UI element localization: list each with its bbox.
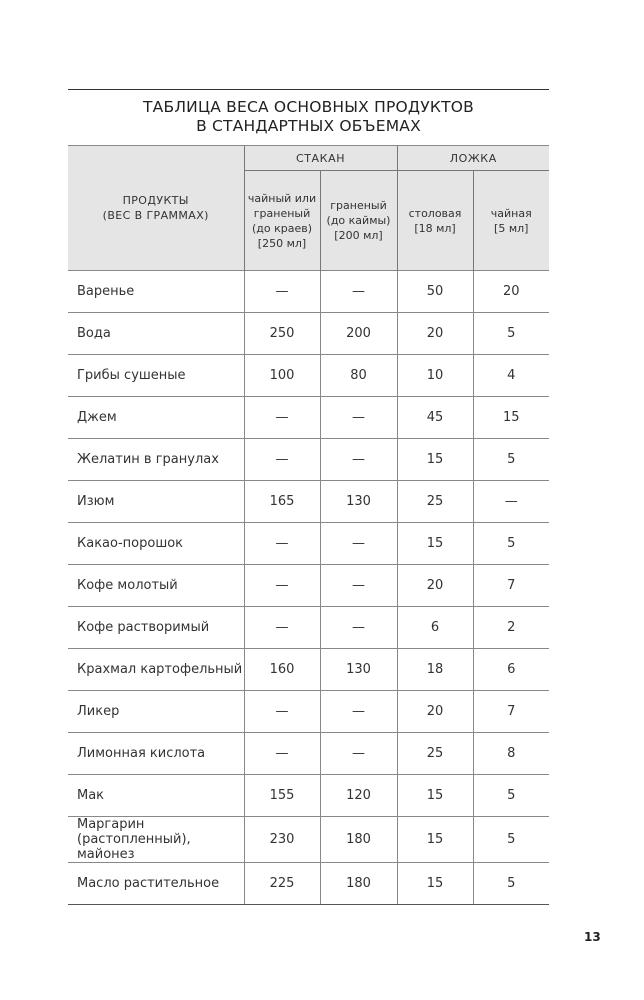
glass-250-value: — <box>244 733 320 775</box>
teaspoon-value: 4 <box>473 355 549 397</box>
glass-200-value: 200 <box>320 313 397 355</box>
teaspoon-value: 8 <box>473 733 549 775</box>
table-row <box>68 271 549 313</box>
glass-250-value: — <box>244 523 320 565</box>
teaspoon-value: 5 <box>473 817 549 863</box>
tablespoon-value: 18 <box>397 649 473 691</box>
glass-200-value: 120 <box>320 775 397 817</box>
header-spoon-tea <box>473 171 549 271</box>
glass-250-value: — <box>244 607 320 649</box>
header-products-line-2: (ВЕС В ГРАММАХ) <box>102 209 209 222</box>
glass-200-value: 180 <box>320 817 397 863</box>
tablespoon-value: 6 <box>397 607 473 649</box>
product-name: Масло растительное <box>68 863 244 905</box>
header-glass-faceted <box>320 171 397 271</box>
header-glass: СТАКАН <box>244 146 397 171</box>
glass-250-value: 250 <box>244 313 320 355</box>
header-spoon-table <box>397 171 473 271</box>
header-line: [200 мл] <box>334 229 383 242</box>
weights-table <box>68 145 549 905</box>
table-row <box>68 607 549 649</box>
product-name: Мак <box>68 775 244 817</box>
table-row <box>68 313 549 355</box>
header-products-line-1: ПРОДУКТЫ <box>122 194 189 207</box>
header-spoon: ЛОЖКА <box>397 146 549 171</box>
glass-200-value: — <box>320 271 397 313</box>
glass-250-value: — <box>244 439 320 481</box>
product-name: Маргарин (растопленный), майонез <box>68 817 244 863</box>
glass-250-value: — <box>244 691 320 733</box>
glass-250-value: — <box>244 397 320 439</box>
header-line: столовая <box>408 206 462 220</box>
table-row <box>68 481 549 523</box>
header-line: [18 мл] <box>414 221 456 235</box>
table-row <box>68 439 549 481</box>
teaspoon-value: 7 <box>473 565 549 607</box>
product-name: Крахмал картофельный <box>68 649 244 691</box>
tablespoon-value: 20 <box>397 565 473 607</box>
tablespoon-value: 25 <box>397 733 473 775</box>
table-row <box>68 397 549 439</box>
product-name: Кофе растворимый <box>68 607 244 649</box>
teaspoon-value: 5 <box>473 775 549 817</box>
teaspoon-value: 20 <box>473 271 549 313</box>
teaspoon-value: — <box>473 481 549 523</box>
teaspoon-value: 5 <box>473 523 549 565</box>
glass-200-value: 180 <box>320 863 397 905</box>
header-line: (до каймы) <box>326 214 391 227</box>
glass-200-value: — <box>320 397 397 439</box>
glass-200-value: — <box>320 733 397 775</box>
header-line: граненый <box>330 199 387 212</box>
glass-200-value: — <box>320 565 397 607</box>
page-number: 13 <box>584 930 601 944</box>
glass-250-value: — <box>244 565 320 607</box>
product-name: Изюм <box>68 481 244 523</box>
glass-200-value: — <box>320 607 397 649</box>
tablespoon-value: 20 <box>397 691 473 733</box>
header-line: (до краев) <box>251 221 313 235</box>
table-title <box>68 98 549 136</box>
tablespoon-value: 50 <box>397 271 473 313</box>
teaspoon-value: 2 <box>473 607 549 649</box>
table-row <box>68 565 549 607</box>
teaspoon-value: 6 <box>473 649 549 691</box>
product-name: Желатин в гранулах <box>68 439 244 481</box>
header-products <box>68 146 244 271</box>
glass-250-value: 225 <box>244 863 320 905</box>
header-line: граненый <box>253 206 311 220</box>
product-name: Кофе молотый <box>68 565 244 607</box>
glass-200-value: 130 <box>320 649 397 691</box>
table-row <box>68 523 549 565</box>
table-row <box>68 863 549 905</box>
glass-200-value: — <box>320 523 397 565</box>
header-glass-tea <box>244 171 320 271</box>
product-name: Варенье <box>68 271 244 313</box>
tablespoon-value: 15 <box>397 817 473 863</box>
product-name: Вода <box>68 313 244 355</box>
table-row <box>68 691 549 733</box>
tablespoon-value: 15 <box>397 523 473 565</box>
glass-200-value: — <box>320 691 397 733</box>
glass-250-value: 155 <box>244 775 320 817</box>
glass-200-value: — <box>320 439 397 481</box>
teaspoon-value: 5 <box>473 439 549 481</box>
glass-250-value: — <box>244 271 320 313</box>
teaspoon-value: 7 <box>473 691 549 733</box>
glass-250-value: 230 <box>244 817 320 863</box>
tablespoon-value: 10 <box>397 355 473 397</box>
header-line: чайная <box>490 206 532 220</box>
glass-250-value: 100 <box>244 355 320 397</box>
table-row <box>68 817 549 863</box>
teaspoon-value: 15 <box>473 397 549 439</box>
product-name: Джем <box>68 397 244 439</box>
product-name: Какао-порошок <box>68 523 244 565</box>
tablespoon-value: 15 <box>397 439 473 481</box>
teaspoon-value: 5 <box>473 863 549 905</box>
header-line: [5 мл] <box>494 221 529 235</box>
tablespoon-value: 15 <box>397 775 473 817</box>
teaspoon-value: 5 <box>473 313 549 355</box>
tablespoon-value: 25 <box>397 481 473 523</box>
tablespoon-value: 20 <box>397 313 473 355</box>
top-rule <box>68 89 549 90</box>
glass-200-value: 80 <box>320 355 397 397</box>
title-line-2: В СТАНДАРТНЫХ ОБЪЕМАХ <box>196 117 421 135</box>
header-line: [250 мл] <box>257 236 307 250</box>
tablespoon-value: 45 <box>397 397 473 439</box>
table-row <box>68 775 549 817</box>
product-name: Лимонная кислота <box>68 733 244 775</box>
tablespoon-value: 15 <box>397 863 473 905</box>
glass-250-value: 160 <box>244 649 320 691</box>
glass-200-value: 130 <box>320 481 397 523</box>
table-row <box>68 649 549 691</box>
header-line: чайный или <box>247 191 317 205</box>
table-row <box>68 733 549 775</box>
product-name: Грибы сушеные <box>68 355 244 397</box>
glass-250-value: 165 <box>244 481 320 523</box>
title-line-1: ТАБЛИЦА ВЕСА ОСНОВНЫХ ПРОДУКТОВ <box>143 98 474 116</box>
product-name: Ликер <box>68 691 244 733</box>
table-row <box>68 355 549 397</box>
